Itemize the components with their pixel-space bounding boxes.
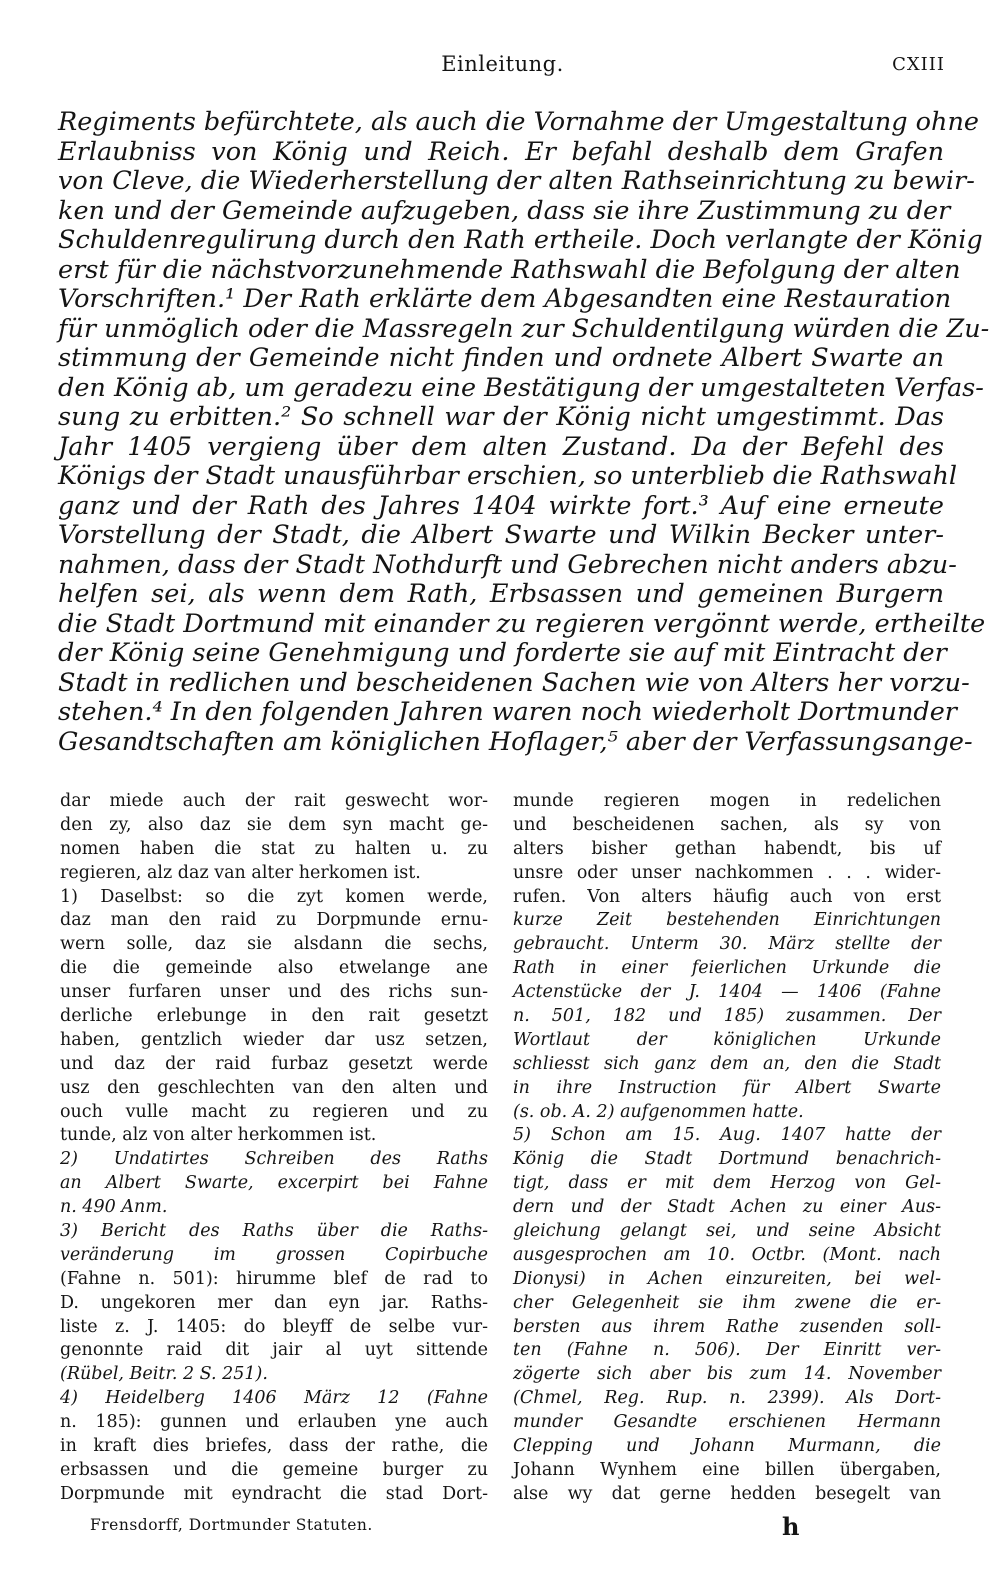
- footnote-line: (Chmel, Reg. Rup. n. 2399). Als Dort-: [513, 1388, 941, 1409]
- text-line: stimmung der Gemeinde nicht finden und ordnete Albert Swarte an: [58, 343, 944, 373]
- text-line: helfen sei, als wenn dem Rath, Erbsassen und gemeinen Burgern: [58, 579, 944, 609]
- page-footer: [60, 1512, 945, 1544]
- footnote-line: derliche erlebunge in den rait gesetzt: [60, 1006, 488, 1027]
- text-line: Gesandtschaften am königlichen Hoflager,⁵ aber der Verfassungsange-: [58, 726, 973, 757]
- footnote-line: (Rübel, Beitr. 2 S. 251).: [60, 1364, 268, 1385]
- footnote-line: Johann Wynhem eine billen übergaben,: [513, 1459, 941, 1480]
- footnote-line: in kraft dies briefes, dass der rathe, die: [60, 1436, 488, 1457]
- footnote-line: kurze Zeit bestehenden Einrichtungen: [513, 910, 941, 931]
- footnote-line: rufen. Von alters häufig auch von erst: [513, 886, 941, 907]
- running-title: Einleitung.: [441, 52, 564, 76]
- text-line: ganz und der Rath des Jahres 1404 wirkte fort.³ Auf eine erneute: [58, 490, 944, 521]
- footnote-line: n. 185): gunnen und erlauben yne auch: [60, 1412, 488, 1433]
- footnote-line: alse wy dat gerne hedden besegelt van: [513, 1483, 941, 1504]
- footnote-line: ausgesprochen am 10. Octbr. (Mont. nach: [513, 1244, 941, 1265]
- footnote-line: dern und der Stadt Achen zu einer Aus-: [513, 1197, 941, 1218]
- footnote-line: (Fahne n. 501): hirumme blef de rad to: [60, 1268, 488, 1289]
- text-line: ken und der Gemeinde aufzugeben, dass sie ihre Zustimmung zu der: [58, 195, 951, 226]
- footnote-line: D. ungekoren mer dan eyn jar. Raths-: [60, 1292, 488, 1313]
- footnote-line: zögerte sich aber bis zum 14. November: [513, 1364, 941, 1385]
- footnote-line: genonnte raid dit jair al uyt sittende: [60, 1340, 488, 1361]
- footnote-line: 5) Schon am 15. Aug. 1407 hatte der: [513, 1125, 941, 1146]
- footnote-line: 4) Heidelberg 1406 März 12 (Fahne: [60, 1388, 488, 1409]
- footnote-line: dar miede auch der rait geswecht wor-: [60, 791, 488, 811]
- footnote-line: n. 490 Anm.: [60, 1197, 168, 1218]
- footnote-line: Actenstücke der J. 1404 — 1406 (Fahne: [513, 982, 941, 1003]
- text-line: Schuldenregulirung durch den Rath ertheile. Doch verlangte der König: [58, 225, 983, 255]
- footnotes-right-column: [513, 790, 941, 1507]
- footnote-line: bersten aus ihrem Rathe zusenden soll-: [513, 1316, 941, 1337]
- text-line: Königs der Stadt unausführbar erschien, so unterblieb die Rathswahl: [58, 461, 958, 491]
- text-line: Regiments befürchtete, als auch die Vornahme der Umgestaltung ohne: [58, 107, 979, 137]
- footnote-line: und bescheidenen sachen, als sy von: [513, 814, 941, 835]
- footnote-line: 2) Undatirtes Schreiben des Raths: [60, 1149, 488, 1170]
- footnote-line: Dionysi) in Achen einzureiten, bei wel-: [513, 1268, 941, 1289]
- footnote-line: ten (Fahne n. 506). Der Einritt ver-: [513, 1340, 941, 1361]
- footnote-line: an Albert Swarte, excerpirt bei Fahne: [60, 1173, 488, 1194]
- text-line: Jahr 1405 vergieng über dem alten Zustand. Da der Befehl des: [58, 431, 944, 462]
- footnote-line: Wortlaut der königlichen Urkunde: [513, 1029, 941, 1050]
- footnote-line: munder Gesandte erschienen Hermann: [513, 1412, 941, 1433]
- text-line: stehen.⁴ In den folgenden Jahren waren noch wiederholt Dortmunder: [58, 697, 957, 727]
- footnote-line: die die gemeinde also etwelange ane: [60, 958, 488, 979]
- text-line: nahmen, dass der Stadt Nothdurft und Gebrechen nicht anders abzu-: [58, 549, 957, 580]
- footnote-line: gleichung gelangt sei, und seine Absicht: [513, 1221, 941, 1242]
- text-line: den König ab, um geradezu eine Bestätigung der umgestalteten Verfas-: [58, 372, 984, 403]
- footnote-line: liste z. J. 1405: do bleyff de selbe vur-: [60, 1316, 488, 1337]
- footnote-line: König die Stadt Dortmund benachrich-: [513, 1149, 941, 1170]
- text-line: sung zu erbitten.² So schnell war der König nicht umgestimmt. Das: [58, 402, 944, 432]
- source-note: Frensdorff, Dortmunder Statuten.: [90, 1516, 373, 1534]
- footnote-line: den zy, also daz sie dem syn macht ge-: [60, 814, 488, 835]
- main-text: [58, 107, 990, 757]
- text-line: der König seine Genehmigung und forderte sie auf mit Eintracht der: [58, 638, 947, 668]
- footnote-line: n. 501, 182 und 185) zusammen. Der: [513, 1006, 941, 1027]
- footnote-line: Clepping und Johann Murmann, die: [513, 1436, 941, 1457]
- footnote-line: tunde, alz von alter herkommen ist.: [60, 1125, 377, 1146]
- footnote-line: munde regieren mogen in redelichen: [513, 791, 941, 811]
- footnote-line: tigt, dass er mit dem Herzog von Gel-: [513, 1173, 941, 1194]
- text-line: für unmöglich oder die Massregeln zur Schuldentilgung würden die Zu-: [58, 313, 990, 344]
- footnote-line: Dorpmunde mit eyndracht die stad Dort-: [60, 1483, 488, 1504]
- footnote-line: Rath in einer feierlichen Urkunde die: [513, 958, 941, 979]
- footnote-line: in ihre Instruction für Albert Swarte: [513, 1077, 941, 1098]
- footnote-line: unser furfaren unser und des richs sun-: [60, 982, 488, 1003]
- text-line: Vorschriften.¹ Der Rath erklärte dem Abgesandten eine Restauration: [58, 284, 952, 314]
- footnote-line: 1) Daselbst: so die zyt komen werde,: [60, 886, 488, 907]
- footnote-line: ouch vulle macht zu regieren und zu: [60, 1101, 488, 1122]
- text-line: Stadt in redlichen und bescheidenen Sachen wie von Alters her vorzu-: [58, 667, 970, 698]
- footnote-line: usz den geschlechten van den alten und: [60, 1077, 488, 1098]
- footnote-line: 3) Bericht des Raths über die Raths-: [60, 1221, 488, 1242]
- page-header: [60, 52, 945, 86]
- footnote-line: cher Gelegenheit sie ihm zwene die er-: [513, 1292, 941, 1313]
- text-line: Vorstellung der Stadt, die Albert Swarte und Wilkin Becker unter-: [58, 520, 944, 550]
- footnote-line: und daz der raid furbaz gesetzt werde: [60, 1053, 488, 1074]
- footnote-line: unsre oder unser nachkommen . . . wider-: [513, 862, 941, 883]
- page-number: CXIII: [892, 54, 945, 75]
- footnote-line: regieren, alz daz van alter herkomen ist.: [60, 862, 421, 883]
- footnote-line: veränderung im grossen Copirbuche: [60, 1244, 488, 1265]
- footnote-line: alters bisher gethan habendt, bis uf: [513, 838, 941, 859]
- text-line: erst für die nächstvorzunehmende Rathswahl die Befolgung der alten: [58, 254, 961, 285]
- footnote-line: daz man den raid zu Dorpmunde ernu-: [60, 910, 488, 931]
- footnote-line: wern solle, daz sie alsdann die sechs,: [60, 934, 488, 955]
- footnote-line: erbsassen und die gemeine burger zu: [60, 1459, 488, 1480]
- footnote-line: (s. ob. A. 2) aufgenommen hatte.: [513, 1101, 804, 1122]
- signature-mark: h: [782, 1512, 800, 1541]
- footnotes-left-column: [60, 790, 488, 1507]
- footnote-line: nomen haben die stat zu halten u. zu: [60, 838, 488, 859]
- footnote-line: gebraucht. Unterm 30. März stellte der: [513, 934, 941, 955]
- text-line: von Cleve, die Wiederherstellung der alten Rathseinrichtung zu bewir-: [58, 166, 975, 196]
- footnote-line: schliesst sich ganz dem an, den die Stadt: [513, 1053, 941, 1074]
- text-line: Erlaubniss von König und Reich. Er befahl deshalb dem Grafen: [58, 136, 944, 167]
- footnote-line: haben, gentzlich wieder dar usz setzen,: [60, 1029, 488, 1050]
- text-line: die Stadt Dortmund mit einander zu regieren vergönnt werde, ertheilte: [58, 608, 986, 639]
